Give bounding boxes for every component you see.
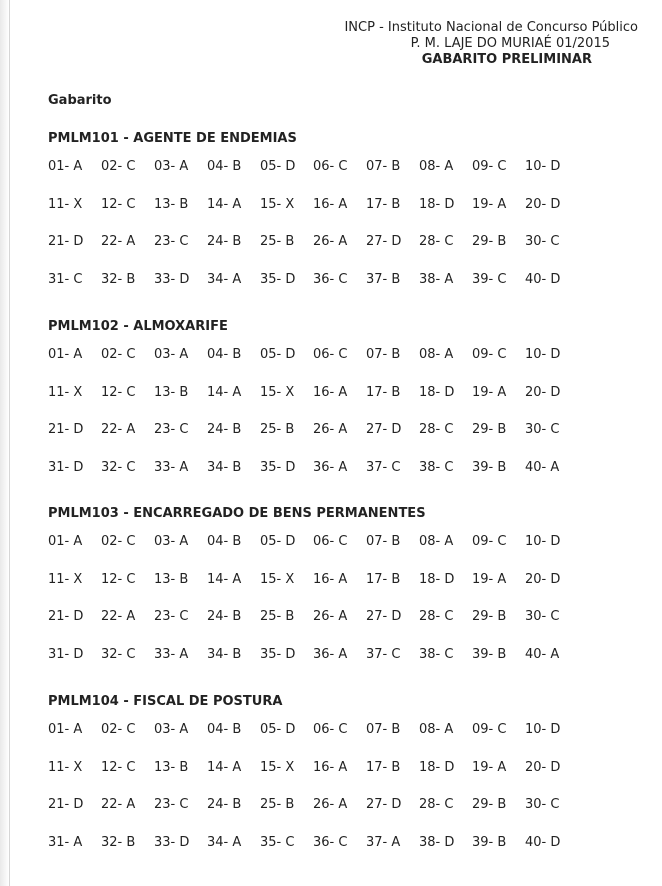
answer-item: 21- D (48, 609, 84, 624)
answer-item: 39- C (472, 271, 507, 287)
answer-item: 09- C (472, 722, 507, 737)
answer-item: 35- D (260, 646, 296, 662)
answer-item: 12- C (101, 571, 136, 587)
answer-item: 22- A (101, 234, 136, 249)
answer-item: 21- D (48, 422, 84, 437)
answer-item: 16- A (313, 384, 348, 400)
answer-item: 33- A (154, 459, 189, 475)
answer-item: 38- C (419, 646, 454, 662)
answer-item: 08- A (419, 347, 454, 362)
answer-item: 06- C (313, 347, 348, 362)
answer-item: 04- B (207, 347, 242, 362)
answer-item: 08- A (419, 722, 454, 737)
answer-item: 30- C (525, 234, 560, 249)
answer-item: 06- C (313, 159, 348, 174)
answer-item: 02- C (101, 722, 136, 737)
answer-item: 24- B (207, 234, 242, 249)
answer-row (48, 721, 608, 759)
answer-item: 36- C (313, 271, 348, 287)
answer-item: 10- D (525, 159, 561, 174)
answer-item: 20- D (525, 196, 561, 212)
answer-item: 09- C (472, 159, 507, 174)
answer-item: 23- C (154, 797, 189, 812)
answer-item: 26- A (313, 609, 348, 624)
answer-item: 15- X (260, 759, 295, 775)
answer-row (48, 271, 608, 309)
answer-item: 14- A (207, 196, 242, 212)
answer-item: 27- D (366, 609, 402, 624)
answer-row (48, 384, 608, 422)
answer-item: 39- B (472, 834, 507, 850)
answer-item: 09- C (472, 534, 507, 549)
answer-row (48, 196, 608, 234)
answer-item: 32- C (101, 646, 136, 662)
answer-item: 34- B (207, 646, 242, 662)
answer-item: 16- A (313, 196, 348, 212)
answer-item: 22- A (101, 609, 136, 624)
answer-item: 35- C (260, 834, 295, 850)
answer-item: 17- B (366, 759, 401, 775)
answer-item: 13- B (154, 196, 189, 212)
answer-item: 08- A (419, 159, 454, 174)
answer-item: 35- D (260, 459, 296, 475)
answer-item: 24- B (207, 422, 242, 437)
answer-item: 07- B (366, 159, 401, 174)
document-title: GABARITO PRELIMINAR (421, 52, 592, 67)
answer-item: 35- D (260, 271, 296, 287)
answer-item: 24- B (207, 609, 242, 624)
answer-row (48, 796, 608, 834)
answer-item: 25- B (260, 609, 295, 624)
answer-item: 17- B (366, 571, 401, 587)
answer-item: 03- A (154, 159, 189, 174)
answer-item: 37- C (366, 646, 401, 662)
answer-item: 16- A (313, 571, 348, 587)
answer-item: 27- D (366, 797, 402, 812)
answer-item: 05- D (260, 722, 296, 737)
answer-item: 31- D (48, 459, 84, 475)
answer-item: 30- C (525, 609, 560, 624)
answer-section (48, 505, 608, 683)
answer-item: 31- D (48, 646, 84, 662)
answer-item: 36- C (313, 834, 348, 850)
answer-item: 11- X (48, 759, 83, 775)
answer-item: 01- A (48, 534, 83, 549)
answer-item: 32- B (101, 834, 136, 850)
institute-name: INCP - Instituto Nacional de Concurso Público (344, 20, 638, 35)
answer-item: 17- B (366, 196, 401, 212)
answer-row (48, 646, 608, 684)
answer-row (48, 158, 608, 196)
answer-row (48, 459, 608, 497)
answer-item: 19- A (472, 196, 507, 212)
answer-item: 03- A (154, 534, 189, 549)
answer-item: 09- C (472, 347, 507, 362)
answer-item: 23- C (154, 234, 189, 249)
answer-item: 01- A (48, 347, 83, 362)
answer-item: 06- C (313, 534, 348, 549)
answer-item: 23- C (154, 422, 189, 437)
answer-item: 26- A (313, 234, 348, 249)
section-title: PMLM104 - FISCAL DE POSTURA (48, 694, 283, 709)
answer-item: 02- C (101, 534, 136, 549)
answer-item: 29- B (472, 609, 507, 624)
answer-item: 18- D (419, 196, 455, 212)
answer-item: 20- D (525, 384, 561, 400)
answer-item: 02- C (101, 347, 136, 362)
section-title: PMLM101 - AGENTE DE ENDEMIAS (48, 131, 297, 146)
answer-row (48, 233, 608, 271)
answer-item: 40- A (525, 646, 560, 662)
answer-item: 21- D (48, 797, 84, 812)
answer-item: 13- B (154, 571, 189, 587)
answer-item: 30- C (525, 797, 560, 812)
answer-item: 37- C (366, 459, 401, 475)
answer-item: 10- D (525, 347, 561, 362)
answer-item: 12- C (101, 196, 136, 212)
answer-item: 36- A (313, 646, 348, 662)
answer-item: 26- A (313, 797, 348, 812)
answer-item: 04- B (207, 159, 242, 174)
answer-item: 14- A (207, 384, 242, 400)
answer-item: 30- C (525, 422, 560, 437)
answer-item: 33- D (154, 271, 190, 287)
answer-item: 38- A (419, 271, 454, 287)
answer-item: 19- A (472, 571, 507, 587)
answer-item: 33- D (154, 834, 190, 850)
answer-item: 15- X (260, 571, 295, 587)
answer-item: 29- B (472, 797, 507, 812)
answer-item: 20- D (525, 571, 561, 587)
answer-item: 16- A (313, 759, 348, 775)
contest-name: P. M. LAJE DO MURIAÉ 01/2015 (410, 36, 610, 51)
answer-item: 38- D (419, 834, 455, 850)
answer-item: 28- C (419, 234, 454, 249)
answer-item: 29- B (472, 234, 507, 249)
answer-item: 27- D (366, 234, 402, 249)
gabarito-label: Gabarito (48, 93, 112, 108)
answer-item: 12- C (101, 759, 136, 775)
answer-item: 17- B (366, 384, 401, 400)
answer-item: 12- C (101, 384, 136, 400)
answer-item: 20- D (525, 759, 561, 775)
answer-item: 23- C (154, 609, 189, 624)
answer-item: 38- C (419, 459, 454, 475)
answer-item: 28- C (419, 609, 454, 624)
answer-item: 34- A (207, 834, 242, 850)
answer-row (48, 571, 608, 609)
answer-item: 40- A (525, 459, 560, 475)
answer-item: 25- B (260, 797, 295, 812)
answer-row (48, 421, 608, 459)
answer-item: 15- X (260, 196, 295, 212)
answer-item: 40- D (525, 834, 561, 850)
answer-item: 04- B (207, 534, 242, 549)
answer-item: 08- A (419, 534, 454, 549)
answer-item: 26- A (313, 422, 348, 437)
answer-item: 01- A (48, 159, 83, 174)
answer-item: 04- B (207, 722, 242, 737)
answer-item: 21- D (48, 234, 84, 249)
answer-item: 18- D (419, 384, 455, 400)
answer-item: 25- B (260, 422, 295, 437)
answer-item: 05- D (260, 159, 296, 174)
answer-item: 03- A (154, 722, 189, 737)
answer-item: 14- A (207, 759, 242, 775)
answer-item: 40- D (525, 271, 561, 287)
answer-item: 37- A (366, 834, 401, 850)
answer-item: 11- X (48, 196, 83, 212)
answer-row (48, 533, 608, 571)
answer-item: 19- A (472, 759, 507, 775)
answer-item: 01- A (48, 722, 83, 737)
answer-item: 34- A (207, 271, 242, 287)
answer-item: 18- D (419, 571, 455, 587)
answer-item: 10- D (525, 534, 561, 549)
answer-row (48, 608, 608, 646)
answer-item: 39- B (472, 459, 507, 475)
answer-item: 31- A (48, 834, 83, 850)
answer-item: 07- B (366, 722, 401, 737)
answer-item: 14- A (207, 571, 242, 587)
answer-item: 11- X (48, 571, 83, 587)
answer-item: 28- C (419, 797, 454, 812)
answer-item: 22- A (101, 797, 136, 812)
answer-item: 36- A (313, 459, 348, 475)
section-title: PMLM103 - ENCARREGADO DE BENS PERMANENTES (48, 506, 426, 521)
answer-item: 07- B (366, 347, 401, 362)
answer-item: 13- B (154, 759, 189, 775)
answer-item: 19- A (472, 384, 507, 400)
answer-item: 05- D (260, 534, 296, 549)
answer-item: 03- A (154, 347, 189, 362)
answer-item: 32- B (101, 271, 136, 287)
answer-item: 28- C (419, 422, 454, 437)
answer-item: 02- C (101, 159, 136, 174)
answer-item: 24- B (207, 797, 242, 812)
answer-item: 07- B (366, 534, 401, 549)
document-header (344, 20, 638, 68)
answer-item: 22- A (101, 422, 136, 437)
answer-item: 10- D (525, 722, 561, 737)
answer-item: 06- C (313, 722, 348, 737)
answer-item: 37- B (366, 271, 401, 287)
answer-item: 18- D (419, 759, 455, 775)
answer-section (48, 130, 608, 308)
answer-row (48, 346, 608, 384)
answer-item: 25- B (260, 234, 295, 249)
answer-item: 34- B (207, 459, 242, 475)
answer-item: 39- B (472, 646, 507, 662)
answer-row (48, 759, 608, 797)
answer-item: 32- C (101, 459, 136, 475)
answer-item: 27- D (366, 422, 402, 437)
answer-item: 15- X (260, 384, 295, 400)
answer-section (48, 318, 608, 496)
answer-item: 33- A (154, 646, 189, 662)
page-left-edge (0, 0, 10, 886)
answer-item: 11- X (48, 384, 83, 400)
answer-item: 31- C (48, 271, 83, 287)
answer-row (48, 834, 608, 872)
answer-item: 13- B (154, 384, 189, 400)
section-title: PMLM102 - ALMOXARIFE (48, 319, 228, 334)
answer-item: 05- D (260, 347, 296, 362)
answer-section (48, 693, 608, 871)
answer-item: 29- B (472, 422, 507, 437)
